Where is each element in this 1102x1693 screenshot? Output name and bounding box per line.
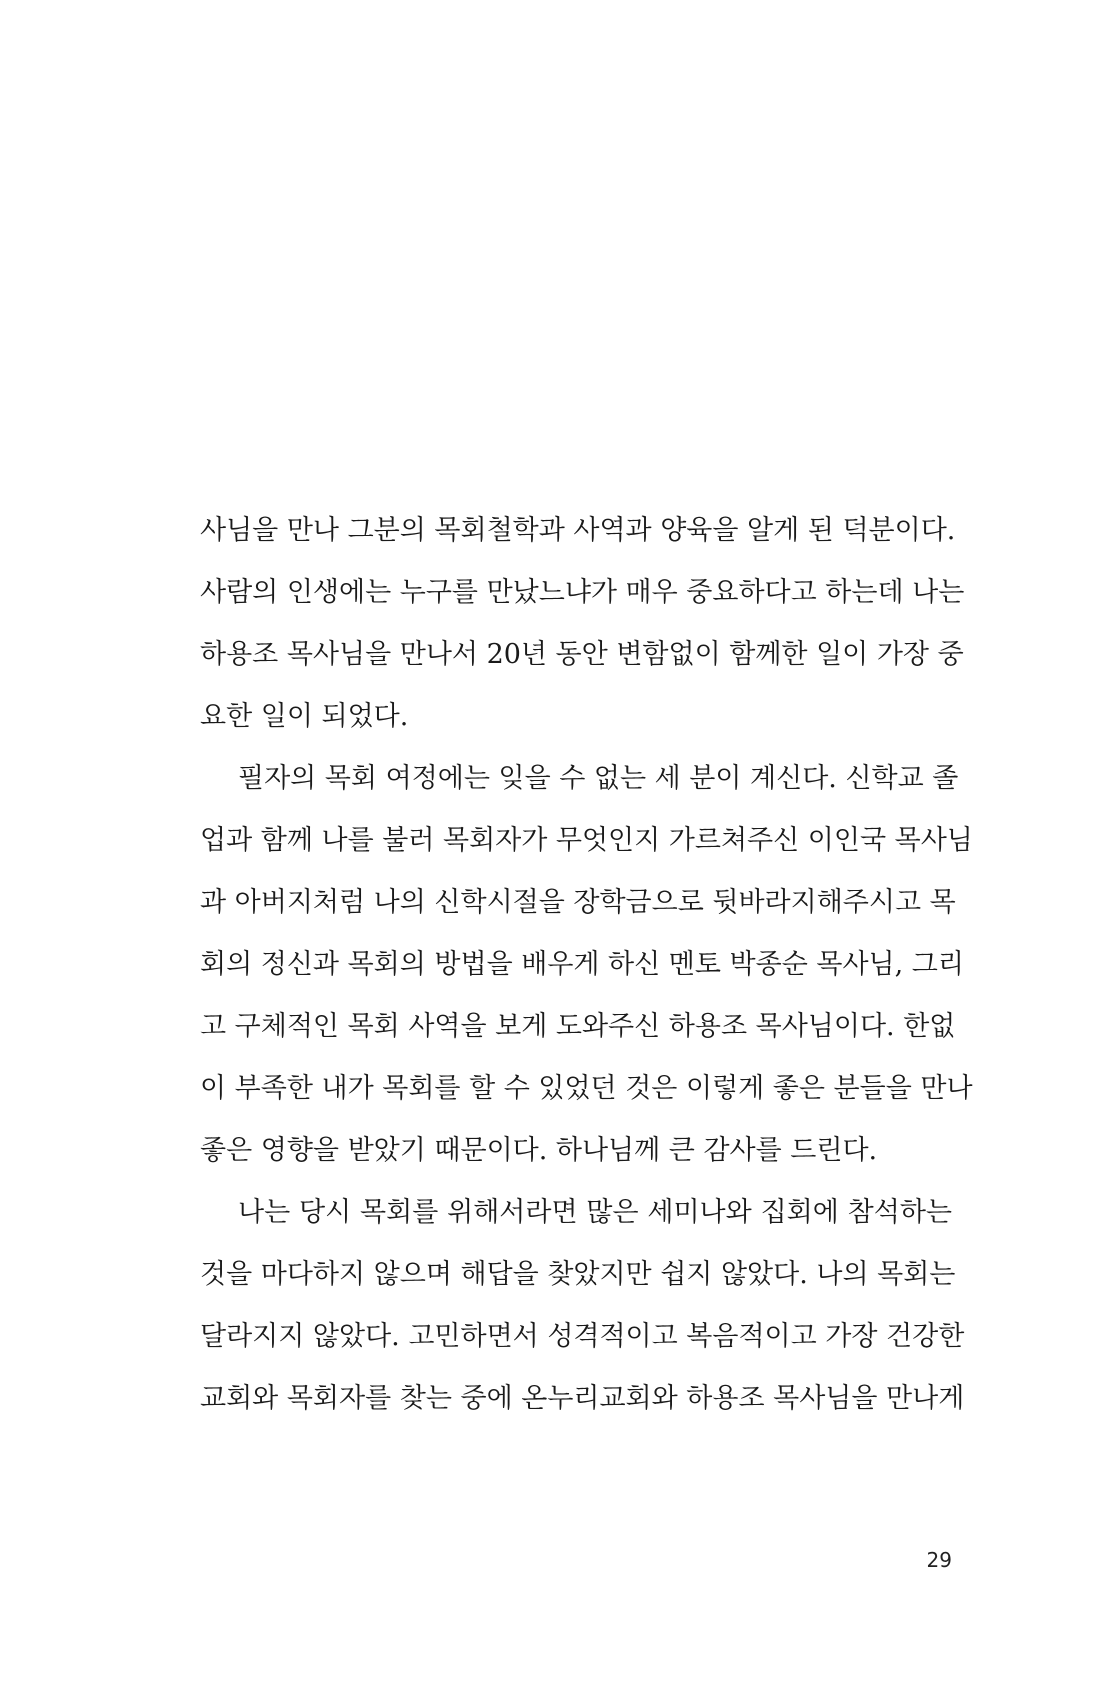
text-line: 고 구체적인 목회 사역을 보게 도와주신 하용조 목사님이다. 한없: [200, 1011, 956, 1042]
page-number: 29: [926, 1548, 952, 1572]
text-line: 이 부족한 내가 목회를 할 수 있었던 것은 이렇게 좋은 분들을 만나: [200, 1073, 973, 1104]
text-line: 과 아버지처럼 나의 신학시절을 장학금으로 뒷바라지해주시고 목: [200, 887, 956, 918]
text-line: 하용조 목사님을 만나서 20년 동안 변함없이 함께한 일이 가장 중: [200, 639, 964, 670]
body-text: [200, 500, 973, 1430]
text-line: 것을 마다하지 않으며 해답을 찾았지만 쉽지 않았다. 나의 목회는: [200, 1259, 956, 1290]
text-line: 사님을 만나 그분의 목회철학과 사역과 양육을 알게 된 덕분이다.: [200, 515, 956, 546]
text-line: 나는 당시 목회를 위해서라면 많은 세미나와 집회에 참석하는: [238, 1197, 952, 1228]
text-line: 교회와 목회자를 찾는 중에 온누리교회와 하용조 목사님을 만나게: [200, 1383, 965, 1414]
text-line: 필자의 목회 여정에는 잊을 수 없는 세 분이 계신다. 신학교 졸: [238, 763, 959, 794]
text-line: 업과 함께 나를 불러 목회자가 무엇인지 가르쳐주신 이인국 목사님: [200, 825, 973, 856]
text-line: 요한 일이 되었다.: [200, 701, 409, 732]
text-line: 회의 정신과 목회의 방법을 배우게 하신 멘토 박종순 목사님, 그리: [200, 949, 964, 980]
text-line: 좋은 영향을 받았기 때문이다. 하나님께 큰 감사를 드린다.: [200, 1135, 878, 1166]
text-line: 달라지지 않았다. 고민하면서 성격적이고 복음적이고 가장 건강한: [200, 1321, 965, 1352]
text-line: 사람의 인생에는 누구를 만났느냐가 매우 중요하다고 하는데 나는: [200, 577, 965, 608]
